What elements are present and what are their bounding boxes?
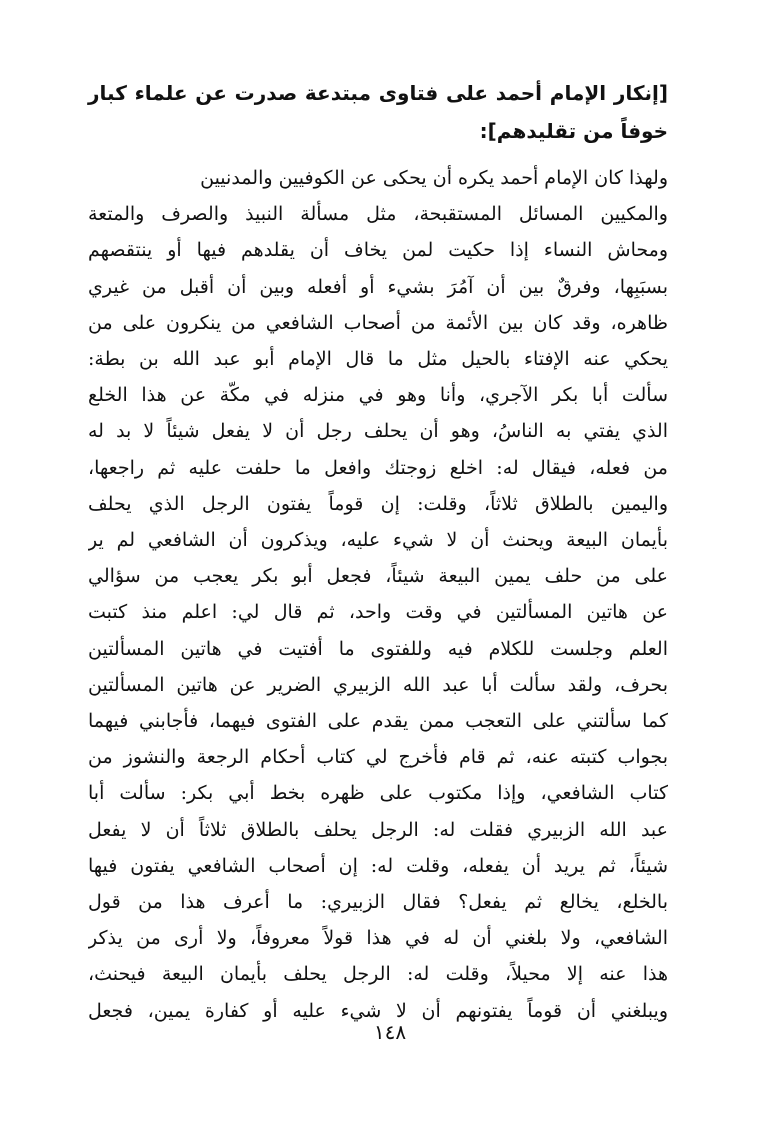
- text-line: بحرف، ولقد سألت أبا عبد الله الزبيري الضرير عن هاتين المسألتين: [88, 673, 668, 696]
- text-line: عبد الله الزبيري فقلت له: الرجل يحلف بالطلاق ثلاثاً أن لا يفعل: [88, 818, 668, 841]
- text-line: سألت أبا بكر الآجري، وأنا وهو في منزله في مكّة عن هذا الخلع: [88, 384, 668, 407]
- text-line: بسبَبِها، وفرقٌ بين أن آمُرَ بشيء أو أفعله وبين أن أقبل من غيري: [88, 275, 668, 298]
- text-line: ويبلغني أن قوماً يفتونهم أن لا شيء عليه أو كفارة يمين، فجعل: [88, 999, 668, 1022]
- text-line: بجواب كتبته عنه، ثم قام فأخرج لي كتاب أحكام الرجعة والنشوز من: [88, 746, 668, 769]
- text-line: واليمين بالطلاق ثلاثاً، وقلت: إن قوماً يفتون الرجل الذي يحلف: [88, 492, 668, 515]
- text-line: كتاب الشافعي، وإذا مكتوب على ظهره بخط أبي بكر: سألت أبا: [88, 782, 668, 805]
- text-line: هذا عنه إلا محيلاً، وقلت له: الرجل يحلف بأيمان البيعة فيحنث،: [88, 963, 668, 986]
- text-line: بالخلع، يخالع ثم يفعل؟ فقال الزبيري: ما أعرف هذا من قول: [88, 891, 668, 914]
- text-line: ومحاش النساء إذا حكيت لمن يخاف أن يقلدهم فيها أو ينتقصهم: [88, 239, 668, 262]
- text-line: بأيمان البيعة ويحنث أن لا شيء عليه، ويذكرون أن الشافعي لم ير: [88, 529, 668, 552]
- page-number: ١٤٨: [373, 1020, 407, 1044]
- text-line: الذي يفتي به الناسُ، وهو أن يحلف رجل أن لا يفعل شيئاً لا بد له: [88, 420, 668, 443]
- text-line: عن هاتين المسألتين في وقت واحد، ثم قال لي: اعلم منذ كتبت: [88, 601, 668, 624]
- text-line: ظاهره، وقد كان بين الأئمة من أصحاب الشافعي من ينكرون على من: [88, 311, 668, 334]
- body-text: [88, 160, 668, 1029]
- text-line: العلم وجلست للكلام فيه وللفتوى ما أفتيت في هاتين المسألتين: [88, 637, 668, 660]
- text-line: يحكي عنه الإفتاء بالحيل مثل ما قال الإمام أبو عبد الله بن بطة:: [88, 348, 668, 371]
- text-line: من فعله، فيقال له: اخلع زوجتك وافعل ما حلفت عليه ثم راجعها،: [88, 456, 668, 479]
- section-heading: [إنكار الإمام أحمد على فتاوى مبتدعة صدرت عن علماء كبار خوفاً من تقليدهم]:: [88, 81, 668, 143]
- text-line: والمكيين المسائل المستقبحة، مثل مسألة النبيذ والصرف والمتعة: [88, 203, 668, 226]
- text-line: ولهذا كان الإمام أحمد يكره أن يحكى عن الكوفيين والمدنيين: [200, 167, 668, 189]
- page-content: [88, 74, 668, 1029]
- text-line: على من حلف يمين البيعة شيئاً، فجعل أبو بكر يعجب من سؤالي: [88, 565, 668, 588]
- text-line: الشافعي، ولا بلغني أن له في هذا قولاً معروفاً، ولا أرى من يذكر: [88, 927, 668, 950]
- text-line: كما سألتني على التعجب ممن يقدم على الفتوى فيهما، فأجابني فيهما: [88, 710, 668, 733]
- text-line: شيئاً، ثم يريد أن يفعله، وقلت له: إن أصحاب الشافعي يفتون فيها: [88, 854, 668, 877]
